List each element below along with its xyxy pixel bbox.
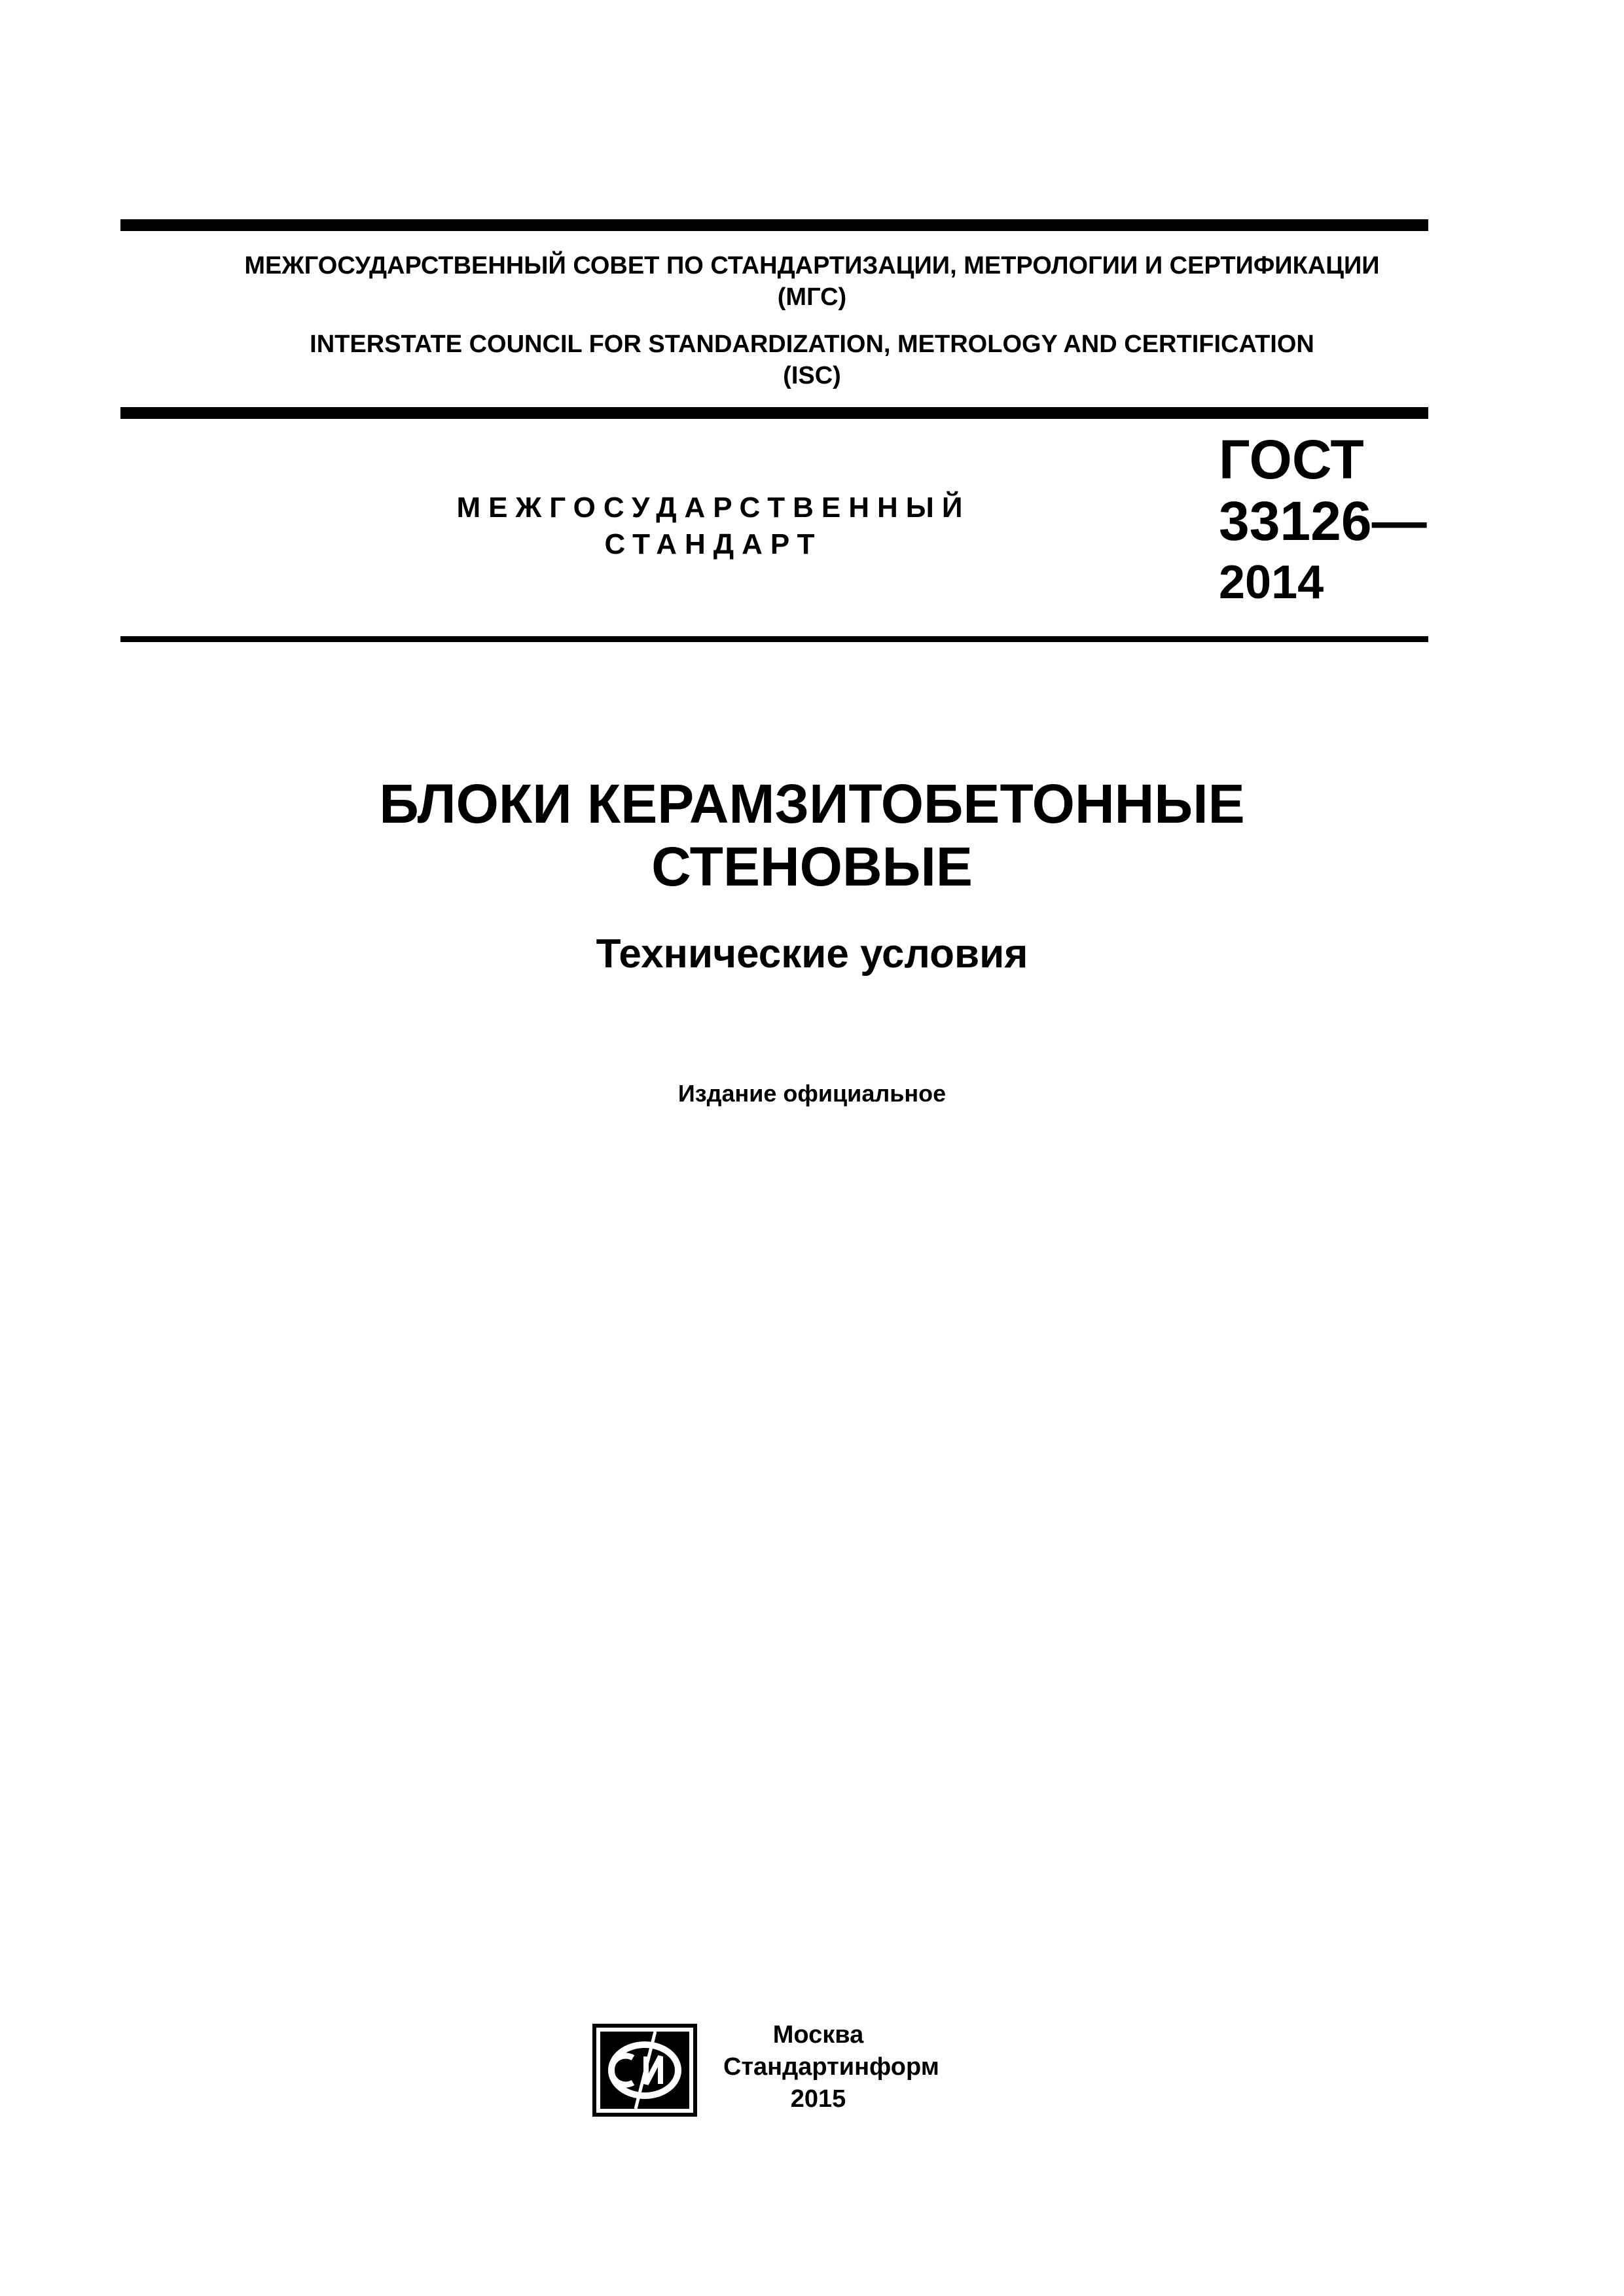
publisher-block: [723, 2019, 939, 2115]
council-name-ru: МЕЖГОСУДАРСТВЕННЫЙ СОВЕТ ПО СТАНДАРТИЗАЦИИ, МЕТРОЛОГИИ И СЕРТИФИКАЦИИ: [244, 252, 1380, 279]
header-rule: [120, 407, 1428, 419]
council-abbr-en: (ISC): [783, 362, 841, 389]
document-subtitle: Технические условия: [596, 931, 1028, 977]
edition-note: Издание официальное: [677, 1080, 947, 1107]
council-name-en: INTERSTATE COUNCIL FOR STANDARDIZATION, METROLOGY AND CERTIFICATION: [310, 331, 1314, 358]
gost-number: 33126—: [1219, 490, 1427, 552]
standard-type-line1: МЕЖГОСУДАРСТВЕННЫЙ: [456, 492, 971, 524]
designation-rule: [120, 636, 1428, 642]
document-title-line2: СТЕНОВЫЕ: [651, 836, 973, 897]
publisher-city: Москва: [772, 2021, 864, 2049]
document-title-line1: БЛОКИ КЕРАМЗИТОБЕТОННЫЕ: [379, 773, 1245, 834]
standard-type-line2: СТАНДАРТ: [604, 528, 823, 560]
council-abbr-ru: (МГС): [777, 283, 847, 311]
standartinform-logo-icon: [592, 2024, 697, 2117]
standard-type-label: [367, 490, 1060, 563]
gost-year: 2014: [1219, 556, 1324, 609]
top-rule: [120, 219, 1428, 231]
gost-prefix: ГОСТ: [1219, 429, 1364, 490]
publisher-name: Стандартинформ: [723, 2053, 939, 2081]
gost-designation: [1219, 429, 1427, 613]
publication-year: 2015: [790, 2085, 846, 2113]
